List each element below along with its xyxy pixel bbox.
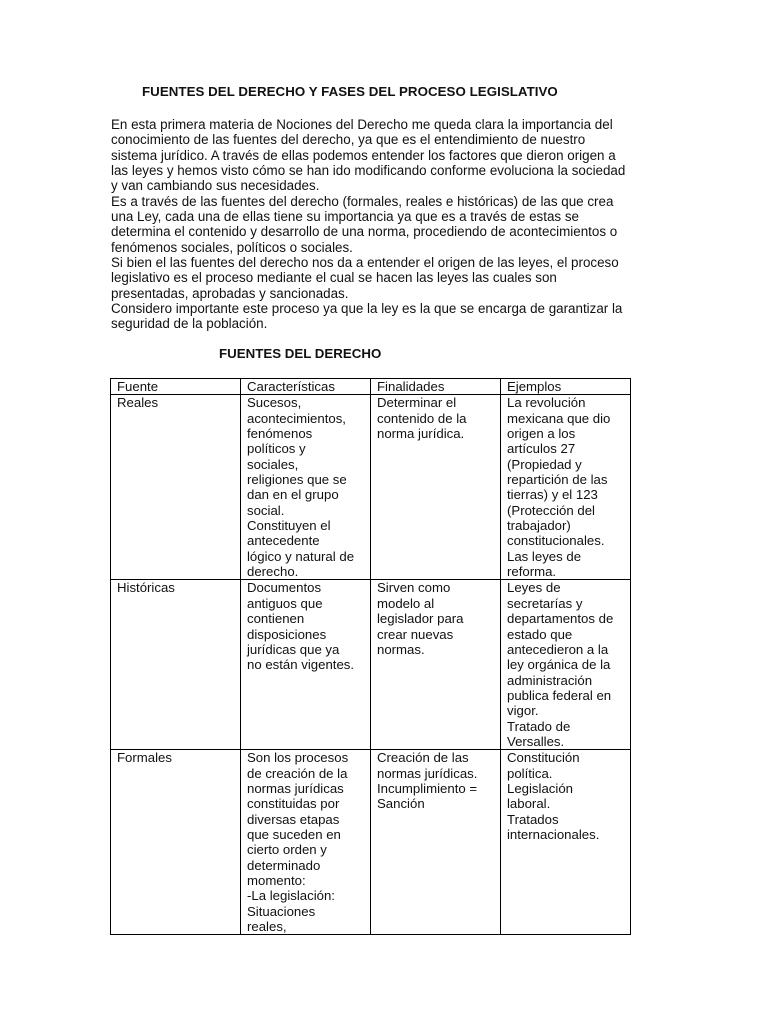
cell-line: que suceden en [247, 826, 341, 842]
cell-fuente [111, 395, 241, 580]
cell-line: norma jurídica. [377, 426, 465, 442]
cell-line: Reales [117, 395, 159, 411]
paragraph-line: seguridad de la población. [111, 316, 268, 332]
cell-line: no están vigentes. [247, 657, 355, 673]
cell-line: La revolución [507, 395, 586, 411]
cell-line: legislador para [377, 611, 464, 627]
cell-line: normas. [377, 641, 425, 657]
cell-line: departamentos de [507, 611, 614, 627]
cell-line: Constitución [507, 750, 580, 766]
cell-line: Constituyen el [247, 518, 331, 534]
table-row [111, 395, 631, 580]
cell-line: estado que [507, 626, 573, 642]
cell-line: Sirven como [377, 580, 451, 596]
cell-line: (Protección del [507, 502, 595, 518]
table-row [111, 580, 631, 750]
cell-caracteristicas [241, 395, 371, 580]
cell-line: modelo al [377, 595, 435, 611]
cell-ejemplos [501, 750, 631, 935]
cell-line: artículos 27 [507, 441, 576, 457]
cell-line: trabajador) [507, 518, 571, 534]
paragraph-line: conocimiento de las fuentes del derecho, ya que es el entendimiento de nuestro [111, 132, 586, 148]
cell-line: normas jurídicas [247, 780, 344, 796]
cell-ejemplos [501, 580, 631, 750]
document-title: FUENTES DEL DERECHO Y FASES DEL PROCESO LEGISLATIVO [142, 84, 558, 99]
paragraph-line: Es a través de las fuentes del derecho (formales, reales e históricas) de las que crea [111, 193, 614, 209]
table-title: FUENTES DEL DERECHO [219, 346, 382, 361]
cell-fuente [111, 750, 241, 935]
cell-line: crear nuevas [377, 626, 454, 642]
cell-line: (Propiedad y [507, 456, 582, 472]
paragraph-line: legislativo es el proceso mediante el cual se hacen las leyes las cuales son [111, 270, 557, 286]
cell-line: ley orgánica de la [507, 657, 611, 673]
cell-line: Históricas [117, 580, 175, 596]
paragraph-line: determina el contenido y desarrollo de una norma, procediendo de acontecimientos o [111, 224, 618, 240]
cell-line: jurídicas que ya [247, 641, 340, 657]
intro-paragraph [111, 117, 671, 332]
cell-line: -La legislación: [247, 888, 335, 904]
cell-line: Sucesos, [247, 395, 302, 411]
cell-line: normas jurídicas. [377, 765, 478, 781]
paragraph-line: las leyes y hemos visto cómo se han ido modificando conforme evoluciona la sociedad [111, 163, 626, 179]
cell-line: política. [507, 765, 553, 781]
cell-line: acontecimientos, [247, 410, 346, 426]
paragraph-line: Considero importante este proceso ya que la ley es la que se encarga de garantizar la [111, 301, 623, 317]
cell-line: cierto orden y [247, 842, 327, 858]
paragraph-line: En esta primera materia de Nociones del Derecho me queda clara la importancia del [111, 117, 613, 132]
cell-line: diversas etapas [247, 811, 340, 827]
cell-line: social. [247, 502, 285, 518]
cell-line: momento: [247, 873, 306, 888]
cell-line: Determinar el [377, 395, 457, 411]
header-ejemplos: Ejemplos [501, 379, 631, 395]
cell-line: religiones que se [247, 472, 347, 488]
cell-line: lógico y natural de [247, 548, 355, 564]
cell-line: contienen [247, 611, 305, 627]
header-caracteristicas: Características [241, 379, 371, 395]
cell-caracteristicas [241, 750, 371, 935]
cell-line: sociales, [247, 456, 299, 472]
cell-line: antiguos que [247, 595, 323, 611]
cell-line: Las leyes de [507, 548, 582, 564]
cell-line: Tratados [507, 811, 559, 827]
paragraph-line: sistema jurídico. A través de ellas podemos entender los factores que dieron origen a [111, 147, 616, 163]
cell-line: vigor. [507, 703, 539, 719]
paragraph-line: Si bien el las fuentes del derecho nos da a entender el origen de las leyes, el proceso [111, 255, 619, 271]
header-fuente: Fuente [111, 379, 241, 395]
table-row [111, 750, 631, 935]
sources-table [110, 378, 631, 935]
cell-line: reales, [247, 919, 287, 935]
cell-line: mexicana que dio [507, 410, 611, 426]
cell-line: administración [507, 672, 593, 688]
cell-line: secretarías y [507, 595, 583, 611]
cell-finalidades [371, 580, 501, 750]
cell-line: publica federal en [507, 687, 612, 703]
cell-line: Formales [117, 750, 172, 766]
header-finalidades: Finalidades [371, 379, 501, 395]
cell-line: políticos y [247, 441, 306, 457]
cell-line: derecho. [247, 564, 299, 580]
cell-line: Creación de las [377, 750, 469, 766]
cell-line: Documentos [247, 580, 322, 596]
cell-line: Tratado de [507, 718, 571, 734]
cell-caracteristicas [241, 580, 371, 750]
cell-line: Incumplimiento = [377, 780, 478, 796]
cell-finalidades [371, 395, 501, 580]
cell-line: Versalles. [507, 733, 565, 749]
cell-line: internacionales. [507, 826, 600, 842]
cell-line: tierras) y el 123 [507, 487, 598, 503]
cell-line: Situaciones [247, 903, 316, 919]
cell-line: dan en el grupo [247, 487, 339, 503]
cell-line: Leyes de [507, 580, 561, 596]
cell-line: contenido de la [377, 410, 467, 426]
cell-fuente [111, 580, 241, 750]
cell-line: antecedieron a la [507, 641, 609, 657]
cell-line: disposiciones [247, 626, 327, 642]
cell-line: constitucionales. [507, 533, 605, 549]
cell-line: fenómenos [247, 426, 313, 442]
cell-finalidades [371, 750, 501, 935]
cell-line: origen a los [507, 426, 576, 442]
cell-line: Son los procesos [247, 750, 349, 766]
cell-line: determinado [247, 857, 321, 873]
cell-line: laboral. [507, 796, 551, 812]
cell-line: constituidas por [247, 796, 340, 812]
paragraph-line: una Ley, cada una de ellas tiene su importancia ya que es a través de estas se [111, 209, 579, 225]
cell-line: Sanción [377, 796, 425, 812]
paragraph-line: y van cambiando sus necesidades. [111, 178, 320, 194]
paragraph-line: fenómenos sociales, políticos o sociales. [111, 239, 353, 255]
cell-line: antecedente [247, 533, 320, 549]
cell-line: de creación de la [247, 765, 348, 781]
paragraph-line: presentadas, aprobadas y sancionadas. [111, 285, 349, 301]
cell-ejemplos [501, 395, 631, 580]
cell-line: Legislación [507, 780, 573, 796]
cell-line: reforma. [507, 564, 557, 580]
cell-line: repartición de las [507, 472, 608, 488]
table-header-row [111, 379, 631, 395]
